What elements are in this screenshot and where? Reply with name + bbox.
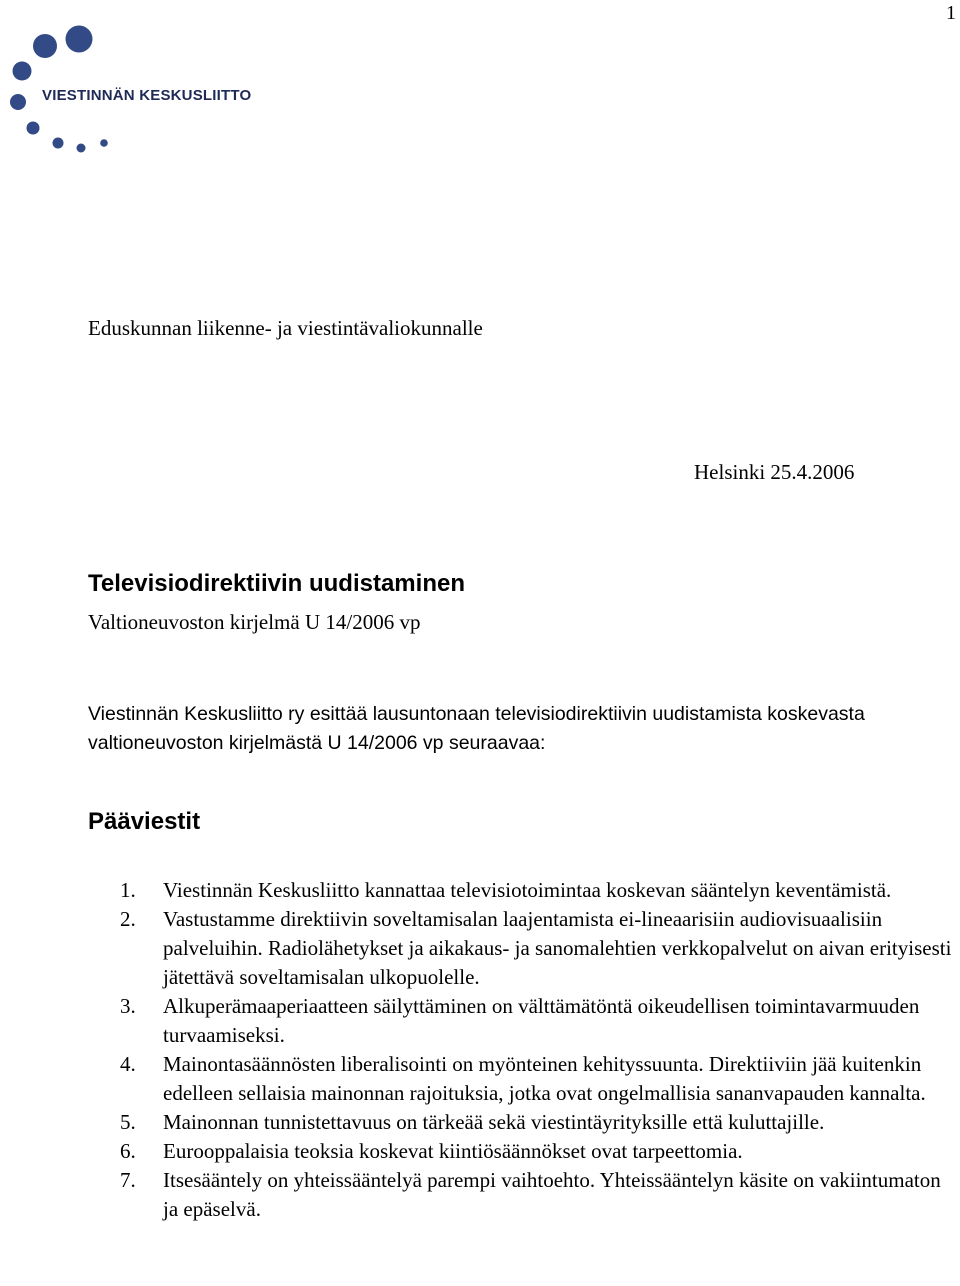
intro-paragraph: Viestinnän Keskusliitto ry esittää lausuntonaan televisiodirektiivin uudistamista koskevasta valtioneuvoston kirjelmästä U 14/2006 vp seuraavaa: <box>88 703 865 754</box>
list-item-text: Vastustamme direktiivin soveltamisalan laajentamista ei-lineaarisiin audiovisuaalisiin palveluihin. Radiolähetykset ja aikakaus- ja sanomalehtien verkkopalvelut on aivan erityisesti jätettävä soveltamisalan ulkopuolelle. <box>163 907 952 989</box>
organization-logo <box>10 24 250 156</box>
list-item-number: 1. <box>120 878 136 902</box>
list-item-text: Mainonnan tunnistettavuus on tärkeää sekä viestintäyrityksille että kuluttajille. <box>163 1110 825 1134</box>
list-item-number: 7. <box>120 1168 136 1192</box>
list-item-text: Viestinnän Keskusliitto kannattaa televisiotoimintaa koskevan sääntelyn keventämistä. <box>163 878 892 902</box>
key-points-list <box>88 876 960 1224</box>
logo-wordmark: VIESTINNÄN KESKUSLIITTO <box>42 87 252 104</box>
list-item <box>88 992 960 1050</box>
list-item-number: 3. <box>120 994 136 1018</box>
list-item-number: 2. <box>120 907 136 931</box>
list-item <box>88 905 960 992</box>
list-item-number: 4. <box>120 1052 136 1076</box>
list-item-text: Itsesääntely on yhteissääntelyä parempi vaihtoehto. Yhteissääntelyn käsite on vakiintumaton ja epäselvä. <box>163 1168 941 1221</box>
list-item-text: Mainontasäännösten liberalisointi on myönteinen kehityssuunta. Direktiiviin jää kuitenkin edelleen sellaisia mainonnan rajoituksia, jotka ovat ongelmallisia sananvapauden kannalta. <box>163 1052 926 1105</box>
list-item-text: Eurooppalaisia teoksia koskevat kiintiösäännökset ovat tarpeettomia. <box>163 1139 743 1163</box>
recipient-line: Eduskunnan liikenne- ja viestintävaliokunnalle <box>88 316 483 340</box>
document-subtitle: Valtioneuvoston kirjelmä U 14/2006 vp <box>88 610 421 634</box>
page-number: 1 <box>946 2 956 24</box>
document-date: Helsinki 25.4.2006 <box>694 460 855 484</box>
list-item <box>88 1108 960 1137</box>
document-title: Televisiodirektiivin uudistaminen <box>88 570 465 597</box>
list-item <box>88 1137 960 1166</box>
list-item-number: 5. <box>120 1110 136 1134</box>
list-item <box>88 876 960 905</box>
section-heading: Pääviestit <box>88 808 201 835</box>
list-item-text: Alkuperämaaperiaatteen säilyttäminen on välttämätöntä oikeudellisen toimintavarmuuden turvaamiseksi. <box>163 994 920 1047</box>
list-item <box>88 1050 960 1108</box>
list-item-number: 6. <box>120 1139 136 1163</box>
list-item <box>88 1166 960 1224</box>
